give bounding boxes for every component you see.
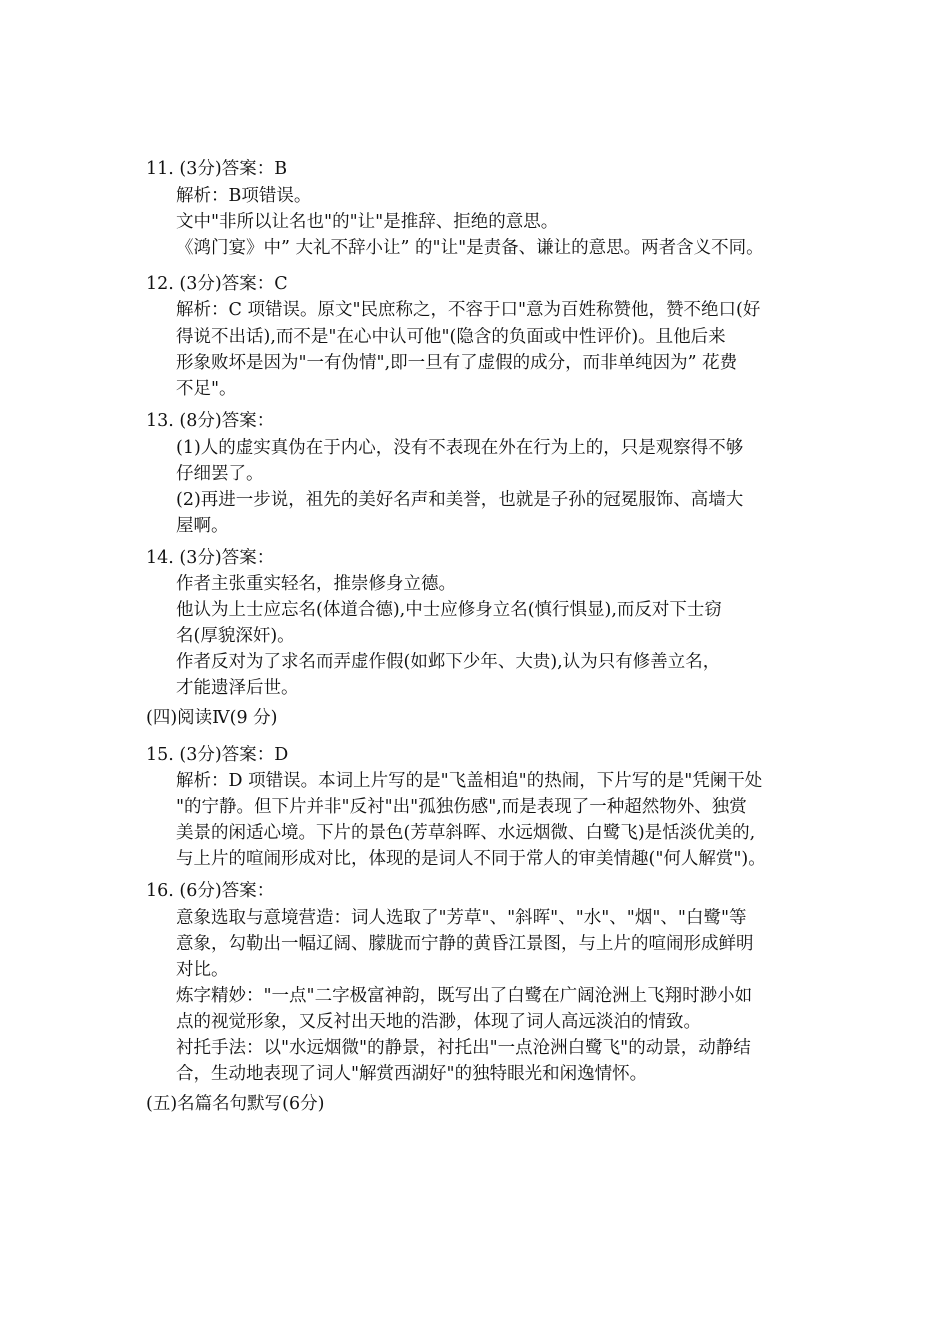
item-number: 15. <box>146 745 174 765</box>
item-13-line-3: (2)再进一步说，祖先的美好名声和美誉，也就是子孙的冠冕服饰、高墙大 <box>176 490 744 510</box>
section-heading-recitation: (五)名篇名句默写(6分) <box>146 1094 325 1114</box>
item-14-line-3: 名(厚貌深奸)。 <box>176 626 295 646</box>
item-12-line-1: 解析：C 项错误。原文"民庶称之，不容于口"意为百姓称赞他，赞不绝口(好 <box>176 300 761 320</box>
item-answer: (3分)答案： <box>179 548 275 568</box>
item-13-header <box>146 408 274 434</box>
item-answer: (6分)答案： <box>179 881 275 901</box>
item-15-line-4: 与上片的喧闹形成对比，体现的是词人不同于常人的审美情趣("何人解赏")。 <box>176 849 766 869</box>
item-12-line-4: 不足"。 <box>176 379 237 399</box>
item-number: 16. <box>146 881 174 901</box>
item-number: 14. <box>146 548 174 568</box>
item-15-line-3: 美景的闲适心境。下片的景色(芳草斜晖、水远烟微、白鹭飞)是恬淡优美的, <box>176 823 756 843</box>
item-16-line-7: 合，生动地表现了词人"解赏西湖好"的独特眼光和闲逸情怀。 <box>176 1064 648 1084</box>
item-16-line-1: 意象选取与意境营造：词人选取了"芳草"、"斜晖"、"水"、"烟"、"白鹭"等 <box>176 908 747 928</box>
item-answer: (3分)答案：D <box>179 745 289 765</box>
section-heading-reading-4: (四)阅读Ⅳ(9 分) <box>146 708 278 728</box>
item-14-line-2: 他认为上士应忘名(体道合德),中士应修身立名(慎行惧显),而反对下士窃 <box>176 600 722 620</box>
item-11-header <box>146 156 287 182</box>
item-12-line-2: 得说不出话),而不是"在心中认可他"(隐含的负面或中性评价)。且他后来 <box>176 327 726 347</box>
item-15-line-2: "的宁静。但下片并非"反衬"出"孤独伤感",而是表现了一种超然物外、独赏 <box>176 797 747 817</box>
item-12-line-3: 形象败坏是因为"一有伪情",即一旦有了虚假的成分，而非单纯因为” 花费 <box>176 353 738 373</box>
item-16-line-6: 衬托手法：以"水远烟微"的静景，衬托出"一点沧洲白鹭飞"的动景，动静结 <box>176 1038 751 1058</box>
item-13-line-2: 仔细罢了。 <box>176 464 264 484</box>
item-answer: (3分)答案：B <box>179 159 288 179</box>
item-15-line-1: 解析：D 项错误。本词上片写的是"飞盖相追"的热闹，下片写的是"凭阑干处 <box>176 771 763 791</box>
item-15-header <box>146 742 288 768</box>
item-14-line-1: 作者主张重实轻名，推崇修身立德。 <box>176 574 456 594</box>
item-16-line-4: 炼字精妙："一点"二字极富神韵，既写出了白鹭在广阔沧洲上飞翔时渺小如 <box>176 986 753 1006</box>
item-number: 12. <box>146 274 174 294</box>
item-11-line-3: 《鸿门宴》中” 大礼不辞小让” 的"让"是责备、谦让的意思。两者含义不同。 <box>176 238 764 258</box>
item-11-line-1: 解析：B项错误。 <box>176 186 312 206</box>
item-16-header <box>146 878 274 904</box>
item-16-line-5: 点的视觉形象，又反衬出天地的浩渺，体现了词人高远淡泊的情致。 <box>176 1012 701 1032</box>
item-14-header <box>146 545 274 571</box>
item-12-header <box>146 271 288 297</box>
item-14-line-5: 才能遗泽后世。 <box>176 678 299 698</box>
item-14-line-4: 作者反对为了求名而弄虚作假(如邺下少年、大贵),认为只有修善立名， <box>176 652 721 672</box>
item-13-line-1: (1)人的虚实真伪在于内心，没有不表现在外在行为上的，只是观察得不够 <box>176 438 744 458</box>
item-11-line-2: 文中"非所以让名也"的"让"是推辞、拒绝的意思。 <box>176 212 559 232</box>
item-13-line-4: 屋啊。 <box>176 516 229 536</box>
item-answer: (3分)答案：C <box>179 274 288 294</box>
item-16-line-2: 意象，勾勒出一幅辽阔、朦胧而宁静的黄昏江景图，与上片的喧闹形成鲜明 <box>176 934 754 954</box>
item-16-line-3: 对比。 <box>176 960 229 980</box>
item-answer: (8分)答案： <box>179 411 275 431</box>
item-number: 11. <box>146 159 174 179</box>
item-number: 13. <box>146 411 174 431</box>
